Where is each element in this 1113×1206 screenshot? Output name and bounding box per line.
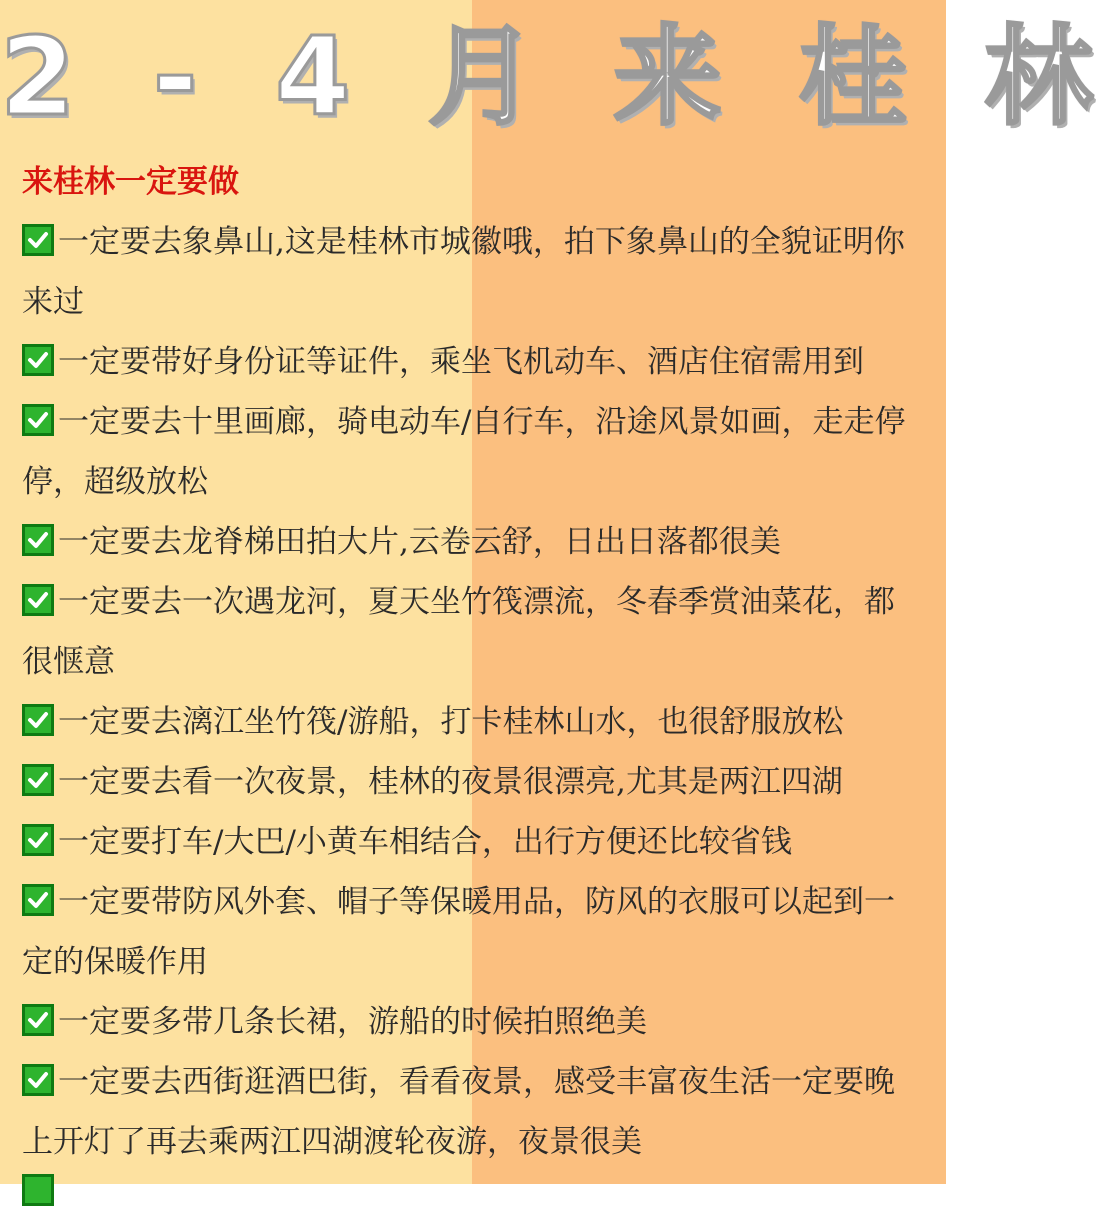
list-item: [22, 512, 922, 572]
list-item-continuation: 停，超级放松: [22, 464, 208, 500]
check-box-icon: [22, 344, 54, 376]
list-item: [22, 752, 922, 812]
list-item: [22, 572, 922, 692]
list-item: [22, 872, 922, 992]
check-box-icon: [22, 584, 54, 616]
list-item: [22, 692, 922, 752]
check-box-icon: [22, 704, 54, 736]
check-box-icon: [22, 824, 54, 856]
check-box-icon: [22, 1004, 54, 1036]
list-item-text: 一定要带防风外套、帽子等保暖用品，防风的衣服可以起到一: [58, 884, 895, 920]
list-item: [22, 392, 922, 512]
list-item: [22, 332, 922, 392]
list-item-text: 一定要去十里画廊，骑电动车/自行车，沿途风景如画，走走停: [58, 404, 906, 440]
section-heading: 来桂林一定要做: [22, 164, 239, 200]
check-box-icon: [22, 404, 54, 436]
list-item-text: 一定要去一次遇龙河，夏天坐竹筏漂流，冬春季赏油菜花，都: [58, 584, 895, 620]
poster-title: 2 - 4 月 来 桂 林: [0, 15, 1113, 140]
list-item-text: 一定要去看一次夜景，桂林的夜景很漂亮,尤其是两江四湖: [58, 764, 843, 800]
list-item-text: 一定要去西街逛酒巴街，看看夜景，感受丰富夜生活一定要晚: [58, 1064, 895, 1100]
check-box-icon: [22, 764, 54, 796]
checklist: [22, 212, 922, 1172]
check-box-icon: [22, 524, 54, 556]
list-item-text: 一定要去象鼻山,这是桂林市城徽哦，拍下象鼻山的全貌证明你: [58, 224, 905, 260]
list-item-text: 一定要带好身份证等证件，乘坐飞机动车、酒店住宿需用到: [58, 344, 864, 380]
list-item-text: 一定要多带几条长裙，游船的时候拍照绝美: [58, 1004, 647, 1040]
list-item: [22, 812, 922, 872]
list-item-text: 一定要去漓江坐竹筏/游船，打卡桂林山水，也很舒服放松: [58, 704, 844, 740]
list-item: [22, 212, 922, 332]
list-item-continuation: 上开灯了再去乘两江四湖渡轮夜游，夜景很美: [22, 1124, 642, 1160]
list-item-continuation: 定的保暖作用: [22, 944, 208, 980]
list-item-continuation: 很惬意: [22, 644, 115, 680]
check-box-icon: [22, 1064, 54, 1096]
list-item: [22, 992, 922, 1052]
check-box-icon: [22, 224, 54, 256]
list-item: [22, 1052, 922, 1172]
list-item-text: 一定要去龙脊梯田拍大片,云卷云舒，日出日落都很美: [58, 524, 781, 560]
list-item-continuation: 来过: [22, 284, 84, 320]
list-item-text: 一定要打车/大巴/小黄车相结合，出行方便还比较省钱: [58, 824, 792, 860]
check-box-icon: [22, 884, 54, 916]
partial-check-box-icon: [22, 1174, 54, 1206]
